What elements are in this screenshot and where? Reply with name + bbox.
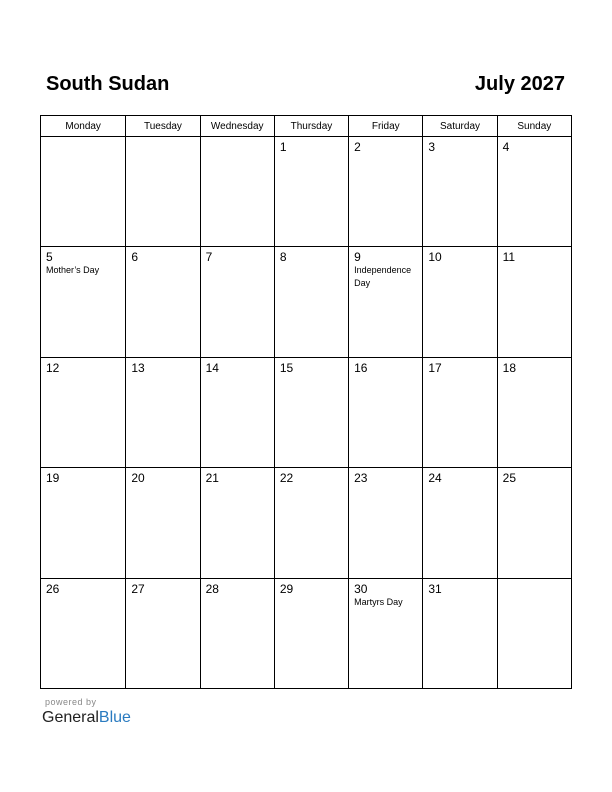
day-cell [497, 247, 571, 357]
day-number: 22 [279, 471, 294, 486]
day-cell [200, 578, 274, 688]
brand-logo [42, 708, 131, 728]
day-number: 5 [46, 250, 53, 265]
day-cell [41, 137, 126, 247]
brand-general-text: General [42, 709, 99, 726]
day-cell [274, 357, 348, 467]
day-number: 4 [502, 140, 510, 154]
day-number: 18 [502, 360, 516, 375]
day-cell [423, 137, 497, 247]
day-number: 6 [131, 250, 138, 265]
day-number: 25 [502, 471, 516, 486]
day-cell [349, 247, 423, 357]
day-cell [423, 247, 497, 357]
day-number: 21 [205, 471, 219, 486]
day-cell [423, 357, 497, 467]
day-number: 12 [46, 360, 60, 375]
day-number: 19 [46, 471, 60, 486]
day-number: 20 [131, 471, 145, 486]
day-number: 29 [279, 581, 294, 596]
holiday-label: Martyrs Day [354, 596, 403, 607]
day-number: 2 [354, 140, 361, 154]
day-cell [126, 137, 200, 247]
day-cell [200, 357, 274, 467]
day-number: 15 [279, 360, 294, 375]
day-cell [349, 578, 423, 688]
day-number: 27 [131, 581, 145, 596]
day-cell [41, 357, 126, 467]
week-row [41, 468, 572, 578]
day-number: 10 [428, 250, 442, 265]
weekday-header: Tuesday [126, 116, 200, 137]
day-cell [349, 357, 423, 467]
weekday-header: Saturday [423, 116, 497, 137]
day-cell [200, 468, 274, 578]
day-number: 30 [354, 581, 368, 596]
week-row [41, 247, 572, 357]
country-title: South Sudan [46, 73, 170, 95]
holiday-label: Independence Day [354, 265, 412, 289]
day-number: 26 [46, 581, 60, 596]
day-cell [274, 468, 348, 578]
day-number: 11 [502, 250, 516, 265]
day-number: 7 [205, 250, 213, 265]
day-cell [274, 578, 348, 688]
day-cell [126, 578, 200, 688]
day-number: 9 [354, 250, 361, 265]
day-cell [200, 137, 274, 247]
month-year-title: July 2027 [474, 73, 565, 95]
day-number: 14 [205, 360, 219, 375]
week-row [41, 137, 572, 247]
week-row [41, 357, 572, 467]
day-cell [41, 247, 126, 357]
day-cell [41, 578, 126, 688]
day-cell [423, 578, 497, 688]
powered-by-label: powered by [45, 697, 97, 707]
day-cell [349, 468, 423, 578]
weekday-header: Friday [349, 116, 423, 137]
weekday-header-row [41, 116, 572, 137]
holiday-label: Mother’s Day [46, 265, 100, 276]
weekday-header: Thursday [274, 116, 348, 137]
day-cell [126, 468, 200, 578]
day-number: 13 [131, 360, 145, 375]
day-cell [497, 468, 571, 578]
day-cell [274, 137, 348, 247]
brand-blue-text: Blue [98, 709, 131, 726]
day-number: 24 [428, 471, 442, 486]
day-number: 17 [428, 360, 442, 375]
day-cell [423, 468, 497, 578]
weekday-header: Wednesday [200, 116, 274, 137]
day-cell [126, 357, 200, 467]
day-number: 28 [205, 581, 219, 596]
day-cell [497, 357, 571, 467]
week-row [41, 578, 572, 688]
weekday-header: Monday [41, 116, 126, 137]
day-cell [200, 247, 274, 357]
day-cell [497, 578, 571, 688]
day-cell [349, 137, 423, 247]
calendar-grid [40, 115, 572, 689]
day-number: 31 [428, 581, 442, 596]
day-cell [497, 137, 571, 247]
day-number: 8 [279, 250, 287, 265]
day-number: 3 [428, 140, 436, 154]
day-number: 1 [279, 140, 287, 154]
day-cell [274, 247, 348, 357]
day-cell [126, 247, 200, 357]
day-cell [41, 468, 126, 578]
day-number: 23 [354, 471, 368, 486]
day-number: 16 [354, 360, 368, 375]
weekday-header: Sunday [497, 116, 571, 137]
